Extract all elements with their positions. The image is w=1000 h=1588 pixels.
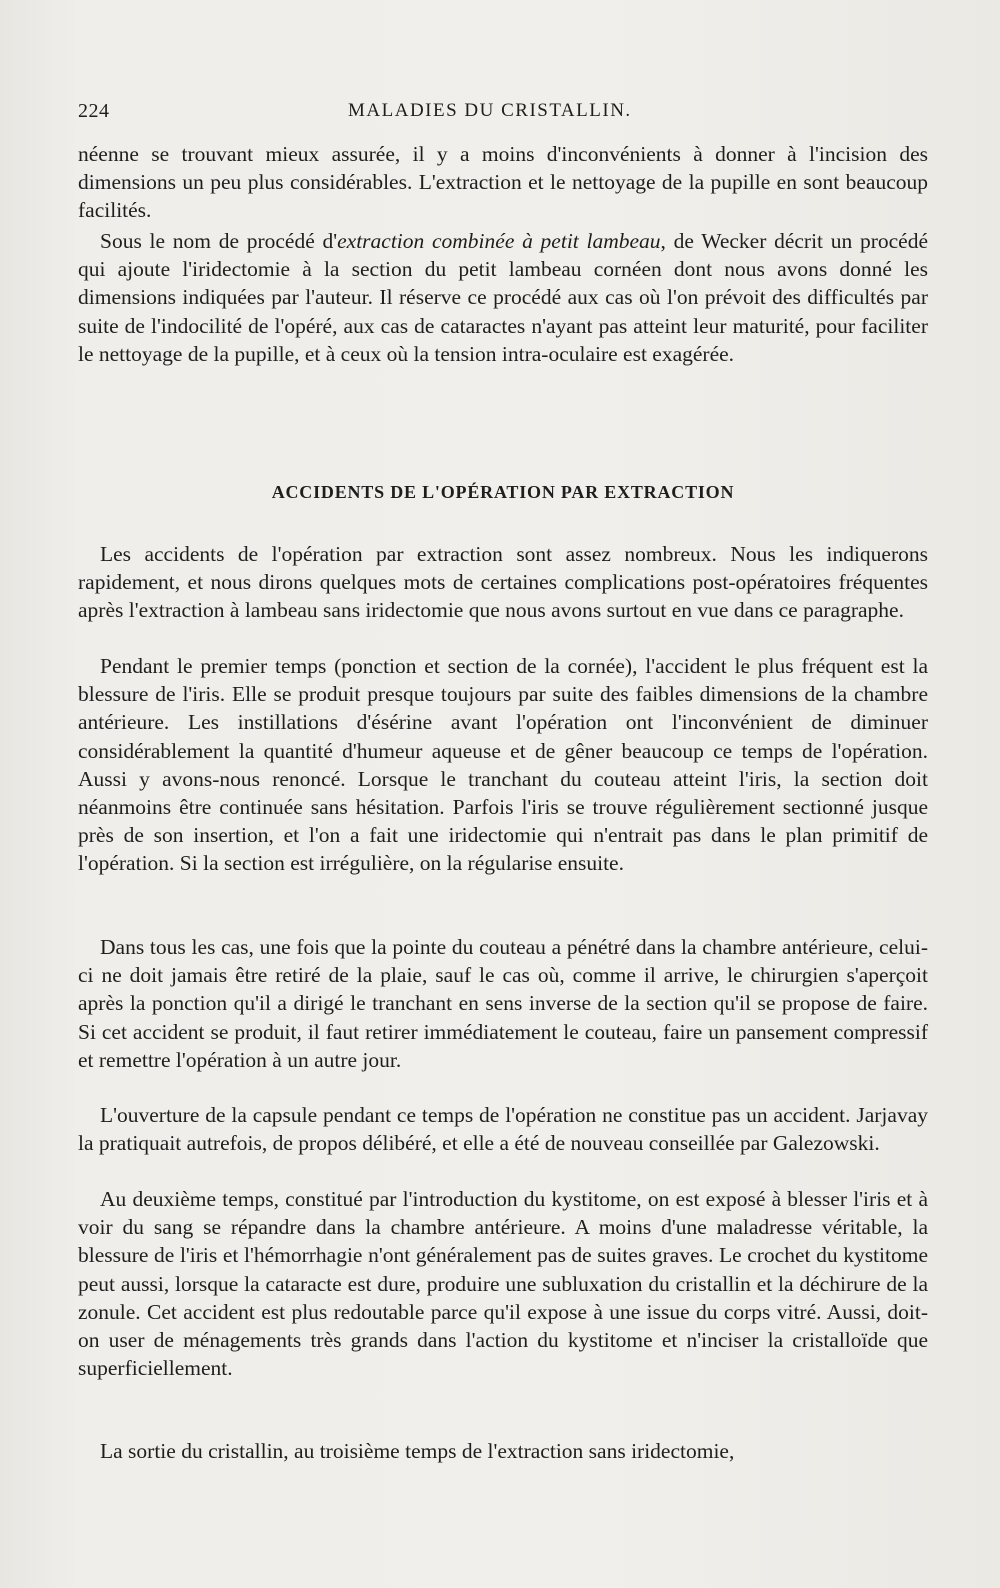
running-title: MALADIES DU CRISTALLIN.	[348, 100, 632, 121]
paragraph-capsule-opening: L'ouverture de la capsule pendant ce temps de l'opération ne constitue pas un accident. Jarjavay la pratiquait autrefois, de propos délibéré, et elle a été de nouveau conseillée par Galezowski.	[78, 1103, 928, 1156]
paragraph-second-time: Au deuxième temps, constitué par l'introduction du kystitome, on est exposé à blesser l'iris et à voir du sang se répandre dans la chambre antérieure. A moins d'une maladresse véritable, la blessure de l'iris et l'hémorrhagie n'ont généralement pas de suites graves. Le crochet du kystitome peut aussi, lorsque la cataracte est dure, produire une subluxation du cristallin et la déchirure de la zonule. Cet accident est plus redoutable parce qu'il expose à une issue du corps vitré. Aussi, doit-on user de ménagements très grands dans l'action du kystitome et n'inciser la cristalloïde que superficiellement.	[78, 1187, 928, 1381]
section-heading: ACCIDENTS DE L'OPÉRATION PAR EXTRACTION	[271, 482, 735, 502]
paragraph-lens-exit: La sortie du cristallin, au troisième temps de l'extraction sans iridectomie,	[100, 1439, 735, 1463]
paragraph-all-cases: Dans tous les cas, une fois que la pointe du couteau a pénétré dans la chambre antérieure, celui-ci ne doit jamais être retiré de la plaie, sauf le cas où, comme il arrive, le chirurgien s'aperçoit après la ponction qu'il a dirigé le tranchant en sens inverse de la section qu'il se propose de faire. Si cet accident se produit, il faut retirer immédiatement le couteau, faire un pansement compressif et remettre l'opération à un autre jour.	[78, 935, 928, 1072]
page-header	[78, 100, 928, 130]
page-number: 224	[78, 100, 110, 122]
paragraph-first-time: Pendant le premier temps (ponction et section de la cornée), l'accident le plus fréquent est la blessure de l'iris. Elle se produit presque toujours par suite des faibles dimensions de la chambre antérieure. Les instillations d'ésérine avant l'opération ont l'inconvénient de diminuer considérablement la quantité d'humeur aqueuse et de gêner beaucoup ce temps de l'opération. Aussi y avons-nous renoncé. Lorsque le tranchant du couteau atteint l'iris, la section doit néanmoins être continuée sans hésitation. Parfois l'iris se trouve régulièrement sectionné jusque près de son insertion, et l'on a fait une iridectomie qui n'entrait pas dans le plan primitif de l'opération. Si la section est irrégulière, on la régularise ensuite.	[78, 654, 928, 876]
paragraph-text: , de Wecker décrit un procédé qui ajoute l'iridectomie à la section du petit lambeau cornéen dont nous avons donné les dimensions indiquées par l'auteur. Il réserve ce procédé aux cas où l'on prévoit des difficultés par suite de l'indocilité de l'opéré, aux cas de cataractes n'ayant pas atteint leur maturité, pour faciliter le nettoyage de la pupille, et à ceux où la tension intra-oculaire est exagérée.	[78, 229, 928, 366]
italic-term: extraction combinée à petit lambeau	[337, 229, 661, 253]
paragraph-continuation: néenne se trouvant mieux assurée, il y a moins d'inconvénients à donner à l'incision des dimensions un peu plus considérables. L'extraction et le nettoyage de la pupille en sont beaucoup facilités.	[78, 142, 928, 223]
paragraph-accidents-intro: Les accidents de l'opération par extraction sont assez nombreux. Nous les indiquerons rapidement, et nous dirons quelques mots de certaines complications post-opératoires fréquentes après l'extraction à lambeau sans iridectomie que nous avons surtout en vue dans ce paragraphe.	[78, 542, 928, 623]
paragraph-text: Sous le nom de procédé d'	[100, 229, 338, 253]
paragraph-wecker-procedure	[78, 227, 928, 368]
